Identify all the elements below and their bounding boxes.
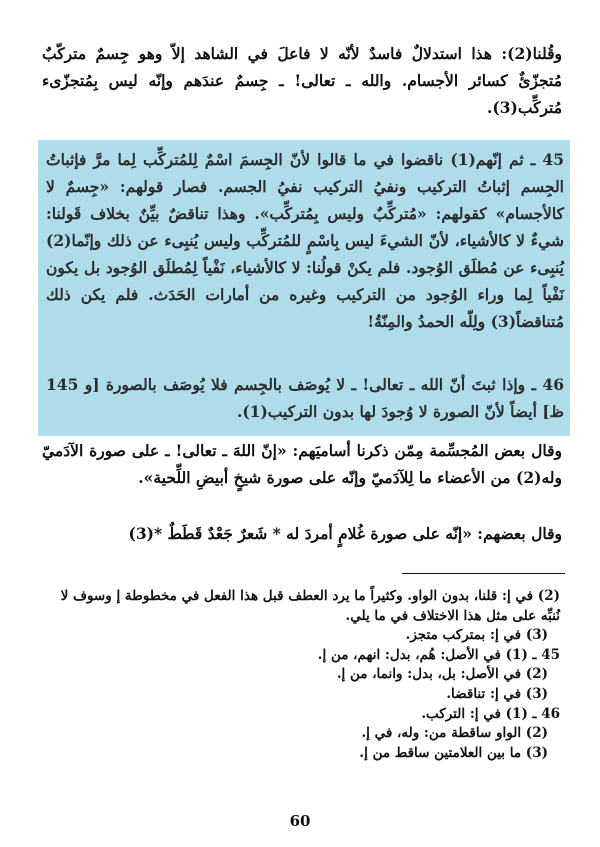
paragraph-intro: وقُلنا(2): هذا استدلالٌ فاسدٌ لأنّه لا فاعلَ في الشاهد إلاّ وهو جِسمٌ متركّبٌ مُتجزّئٌ كسائر الأجسام. والله ـ تعالى! ـ جِسمٌ عندَهم وإنّه ليس بِمُتجزّىء مُتركِّب(3). <box>42 44 562 117</box>
footnote-item: (3) في إ: بمتركب متجز. <box>405 627 548 644</box>
paragraph-46: 46 ـ وإذا ثبتَ أنّ الله ـ تعالى! ـ لا يُوصَف بالجِسم فلا يُوصَف بالصورة [و 145 ظ] أيضاً لأنّ الصورة لا وُجودَ لها بدون التركيب(1). <box>46 375 564 421</box>
footnotes <box>60 587 560 763</box>
footnote-item: (2) في إ: قلنا، بدون الواو. وكثيراً ما يرد العطف قبل هذا الفعل في مخطوطة إ وسوف لا نُنبِّه على مثل هذا الاختلاف في ما يلي. <box>60 588 560 624</box>
footnote-item: 45 ـ (1) في الأصل: هُم، بدل: انهم، من إ. <box>317 646 560 663</box>
paragraph-mujassima: وقال بعض المُجسِّمة مِمّن ذكرنا أساميَهم: «إنّ اللهَ ـ تعالى! ـ على صورة الآدَميّ وله(2) من الأعضاء ما لِلآدَميّ وإنّه على صورة شيخٍ أبيضِ اللِّحية». <box>42 441 562 487</box>
paragraph-ghulam: وقال بعضهم: «إنّه على صورة غُلامٍ أمردَ له * شَعرٌ جَعْدٌ قَطَطٌ *(3) <box>128 524 562 543</box>
paragraph-45: 45 ـ ثم إنّهم(1) ناقضوا في ما قالوا لأنّ الجِسمَ اسْمٌ لِلمُتركِّب لِما مرَّ فإثباتُ الجِسم إثباتُ التركيب ونفيُ التركيب نفيُ الجسم. فصار قولهم: «جِسمٌ لا كالأجسام» كقولهم: «مُتركِّبٌ وليس بِمُتركِّب». وهذا تناقضٌ بيِّنٌ بخلاف قَولنا: شيءٌ لا كالأشياء، لأنّ الشيءَ ليس بِاسْمٍ للمُتركِّب وليس يُنبِىء عن ذلك وإنّما(2) يُنبِىء عن مُطلَق الوُجود. فلم يكنْ قولُنا: لا كالأشياء، نَفْياً لِمُطلَق الوُجود بل يكون نَفْياً لِما وراء الوُجود من التركيب وغيره من أمارات الحَدَث. فلم يكن ذلك مُتناقضاً(3) ولِلّه الحمدُ والمِنّةُ! <box>46 150 564 331</box>
footnote-item: (3) ما بين العلامتين ساقط من إ. <box>359 744 548 761</box>
footnote-item: 46 ـ (1) في إ: التركب. <box>421 705 560 722</box>
page-number: 60 <box>289 812 311 830</box>
footnote-item: (2) الواو ساقطة من: وله، في إ. <box>361 725 548 742</box>
footnote-item: (2) في الأصل: بل، بدل: وانما، من إ. <box>336 666 548 683</box>
footnote-item: (3) في إ: تناقضا. <box>446 685 548 702</box>
footnote-separator <box>402 573 565 574</box>
